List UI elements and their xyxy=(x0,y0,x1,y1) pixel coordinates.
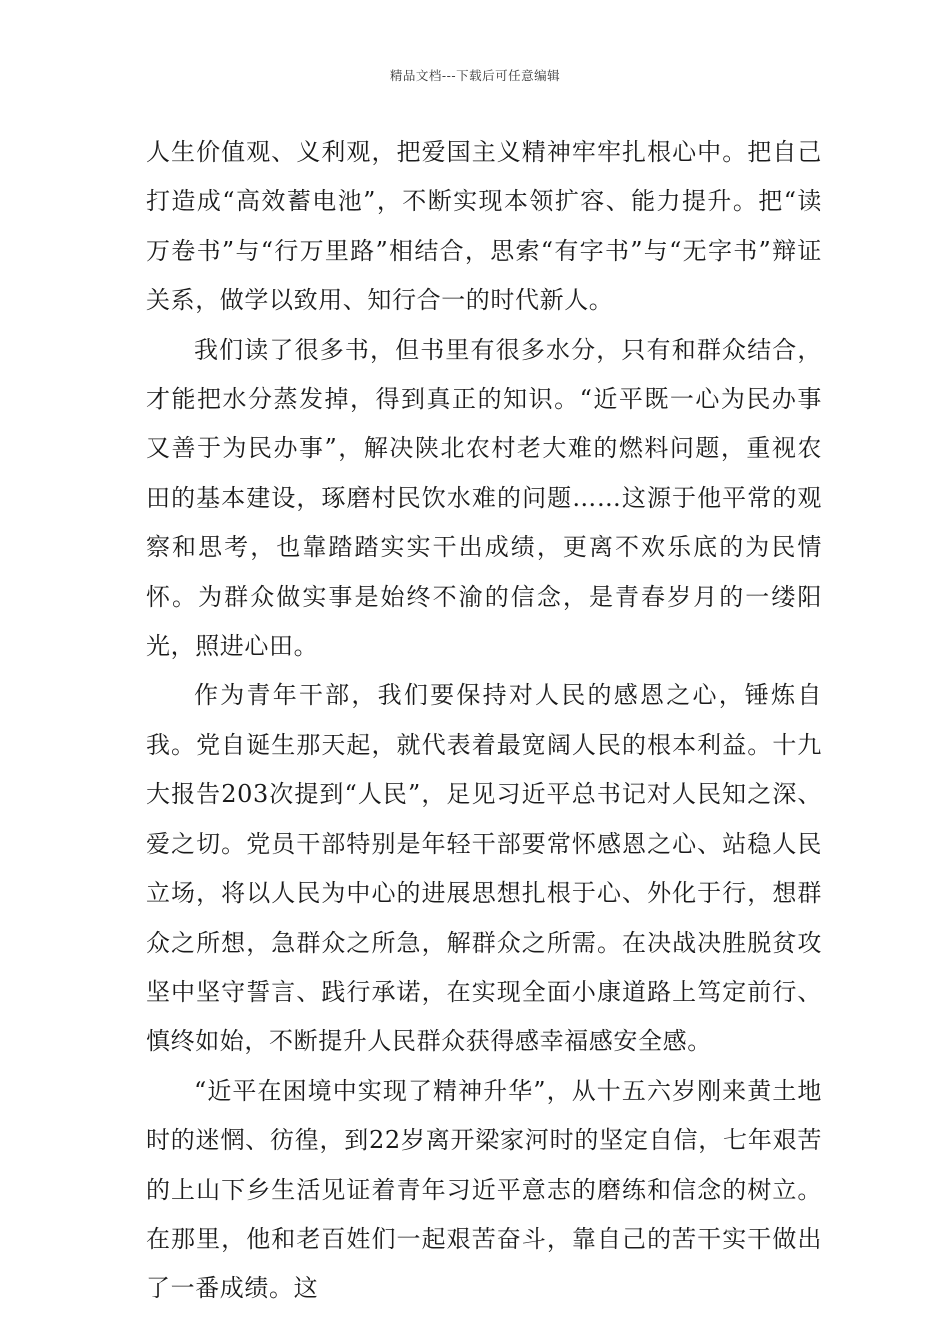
paragraph-2: 我们读了很多书，但书里有很多水分，只有和群众结合，才能把水分蒸发掉，得到真正的知识。“近平既一心为民办事又善于为民办事”，解决陕北农村老大难的燃料问题，重视农田的基本建设，琢磨村民饮水难的问题……这源于他平常的观察和思考，也靠踏踏实实干出成绩，更离不欢乐底的为民情怀。为群众做实事是始终不渝的信念，是青春岁月的一缕阳光，照进心田。 xyxy=(146,335,822,661)
paragraph-1: 人生价值观、义利观，把爱国主义精神牢牢扎根心中。把自己打造成“高效蓄电池”，不断实现本领扩容、能力提升。把“读万卷书”与“行万里路”相结合，思索“有字书”与“无字书”辩证关系，做学以致用、知行合一的时代新人。 xyxy=(146,138,822,315)
paragraph-3: 作为青年干部，我们要保持对人民的感恩之心，锤炼自我。党自诞生那天起，就代表着最宽阔人民的根本利益。十九大报告203次提到“人民”，足见习近平总书记对人民知之深、爱之切。党员干部特别是年轻干部要常怀感恩之心、站稳人民立场，将以人民为中心的进展思想扎根于心、外化于行，想群众之所想，急群众之所急，解群众之所需。在决战决胜脱贫攻坚中坚守誓言、践行承诺，在实现全面小康道路上笃定前行、慎终如始，不断提升人民群众获得感幸福感安全感。 xyxy=(146,681,822,1056)
document-body xyxy=(146,128,822,1314)
page-header: 精品文档---下载后可任意编辑 xyxy=(389,68,561,83)
paragraph-4: “近平在困境中实现了精神升华”，从十五六岁刚来黄土地时的迷惘、彷徨，到22岁离开梁家河时的坚定自信，七年艰苦的上山下乡生活见证着青年习近平意志的磨练和信念的树立。在那里，他和老百姓们一起艰苦奋斗，靠自己的苦干实干做出了一番成绩。这 xyxy=(146,1076,822,1303)
